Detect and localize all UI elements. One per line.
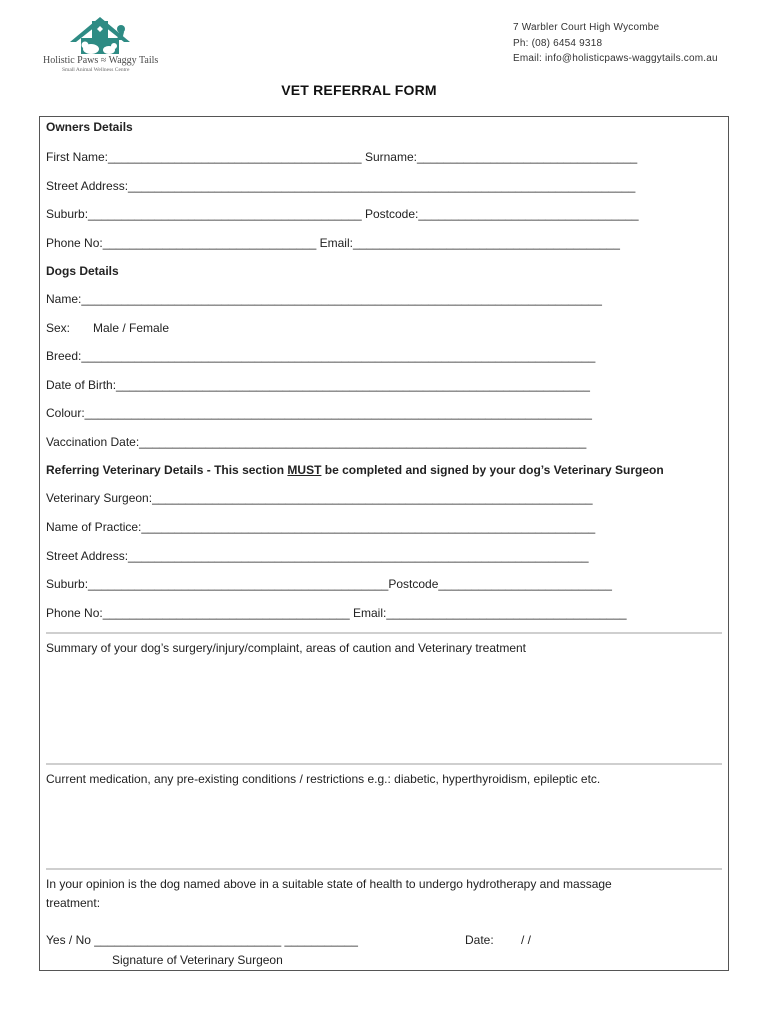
referring-heading-post: be completed and signed by your dog’s Veterinary Surgeon (321, 463, 664, 477)
form-title: VET REFERRAL FORM (281, 82, 437, 98)
logo-name: Holistic Paws ≈ Waggy Tails (43, 55, 159, 66)
dog-sex-options[interactable]: Male / Female (93, 321, 170, 335)
dog-breed-field[interactable]: Breed:_____________________________________________________________________________ (46, 349, 596, 363)
opinion-line-2: treatment: (46, 896, 101, 910)
dog-colour-field[interactable]: Colour:____________________________________________________________________________ (46, 406, 592, 420)
divider (46, 632, 722, 634)
dog-name-field[interactable]: Name:______________________________________________________________________________ (46, 292, 602, 306)
date-field[interactable]: / / (521, 933, 532, 947)
dog-dob-field[interactable]: Date of Birth:_______________________________________________________________________ (46, 378, 590, 392)
divider (46, 868, 722, 870)
opinion-line-1: In your opinion is the dog named above in a suitable state of health to undergo hydrotherapy and massage (46, 877, 612, 891)
date-label: Date: (465, 933, 494, 947)
first-name-field[interactable]: First Name:______________________________________ Surname:_________________________________ (46, 150, 638, 164)
vet-surgeon-field[interactable]: Veterinary Surgeon:__________________________________________________________________ (46, 491, 593, 505)
vet-street-field[interactable]: Street Address:_____________________________________________________________________ (46, 549, 589, 563)
summary-label: Summary of your dog’s surgery/injury/complaint, areas of caution and Veterinary treatment (46, 641, 527, 655)
vaccination-date-field[interactable]: Vaccination Date:___________________________________________________________________ (46, 435, 587, 449)
owner-street-field[interactable]: Street Address:____________________________________________________________________________ (46, 179, 636, 193)
address-text: 7 Warbler Court High Wycombe (513, 22, 660, 33)
yes-no-field[interactable]: Yes / No ____________________________ ___________ (46, 933, 358, 947)
owner-suburb-field[interactable]: Suburb:_________________________________________ Postcode:_________________________________ (46, 207, 639, 221)
owner-phone-field[interactable]: Phone No:________________________________ Email:________________________________________ (46, 236, 620, 250)
vet-phone-field[interactable]: Phone No:_____________________________________ Email:____________________________________ (46, 606, 627, 620)
vet-suburb-field[interactable]: Suburb:_____________________________________________Postcode__________________________ (46, 577, 612, 591)
phone-text: Ph: (08) 6454 9318 (513, 37, 603, 49)
referring-heading-must: MUST (287, 463, 322, 477)
practice-name-field[interactable]: Name of Practice:____________________________________________________________________ (46, 520, 596, 534)
logo-tagline: Small Animal Wellness Centre (62, 67, 130, 73)
referring-heading-pre: Referring Veterinary Details - This section (46, 463, 288, 477)
dog-sex-label: Sex: (46, 321, 71, 335)
owners-heading: Owners Details (46, 120, 133, 134)
contact-block (513, 20, 718, 67)
medication-label: Current medication, any pre-existing conditions / restrictions e.g.: diabetic, hyperthyroidism, epileptic etc. (46, 772, 601, 786)
divider (46, 763, 722, 765)
signature-label: Signature of Veterinary Surgeon (112, 953, 283, 967)
dogs-heading: Dogs Details (46, 264, 119, 278)
referring-heading (46, 463, 664, 477)
email-text: Email: info@holisticpaws-waggytails.com.au (513, 53, 718, 64)
